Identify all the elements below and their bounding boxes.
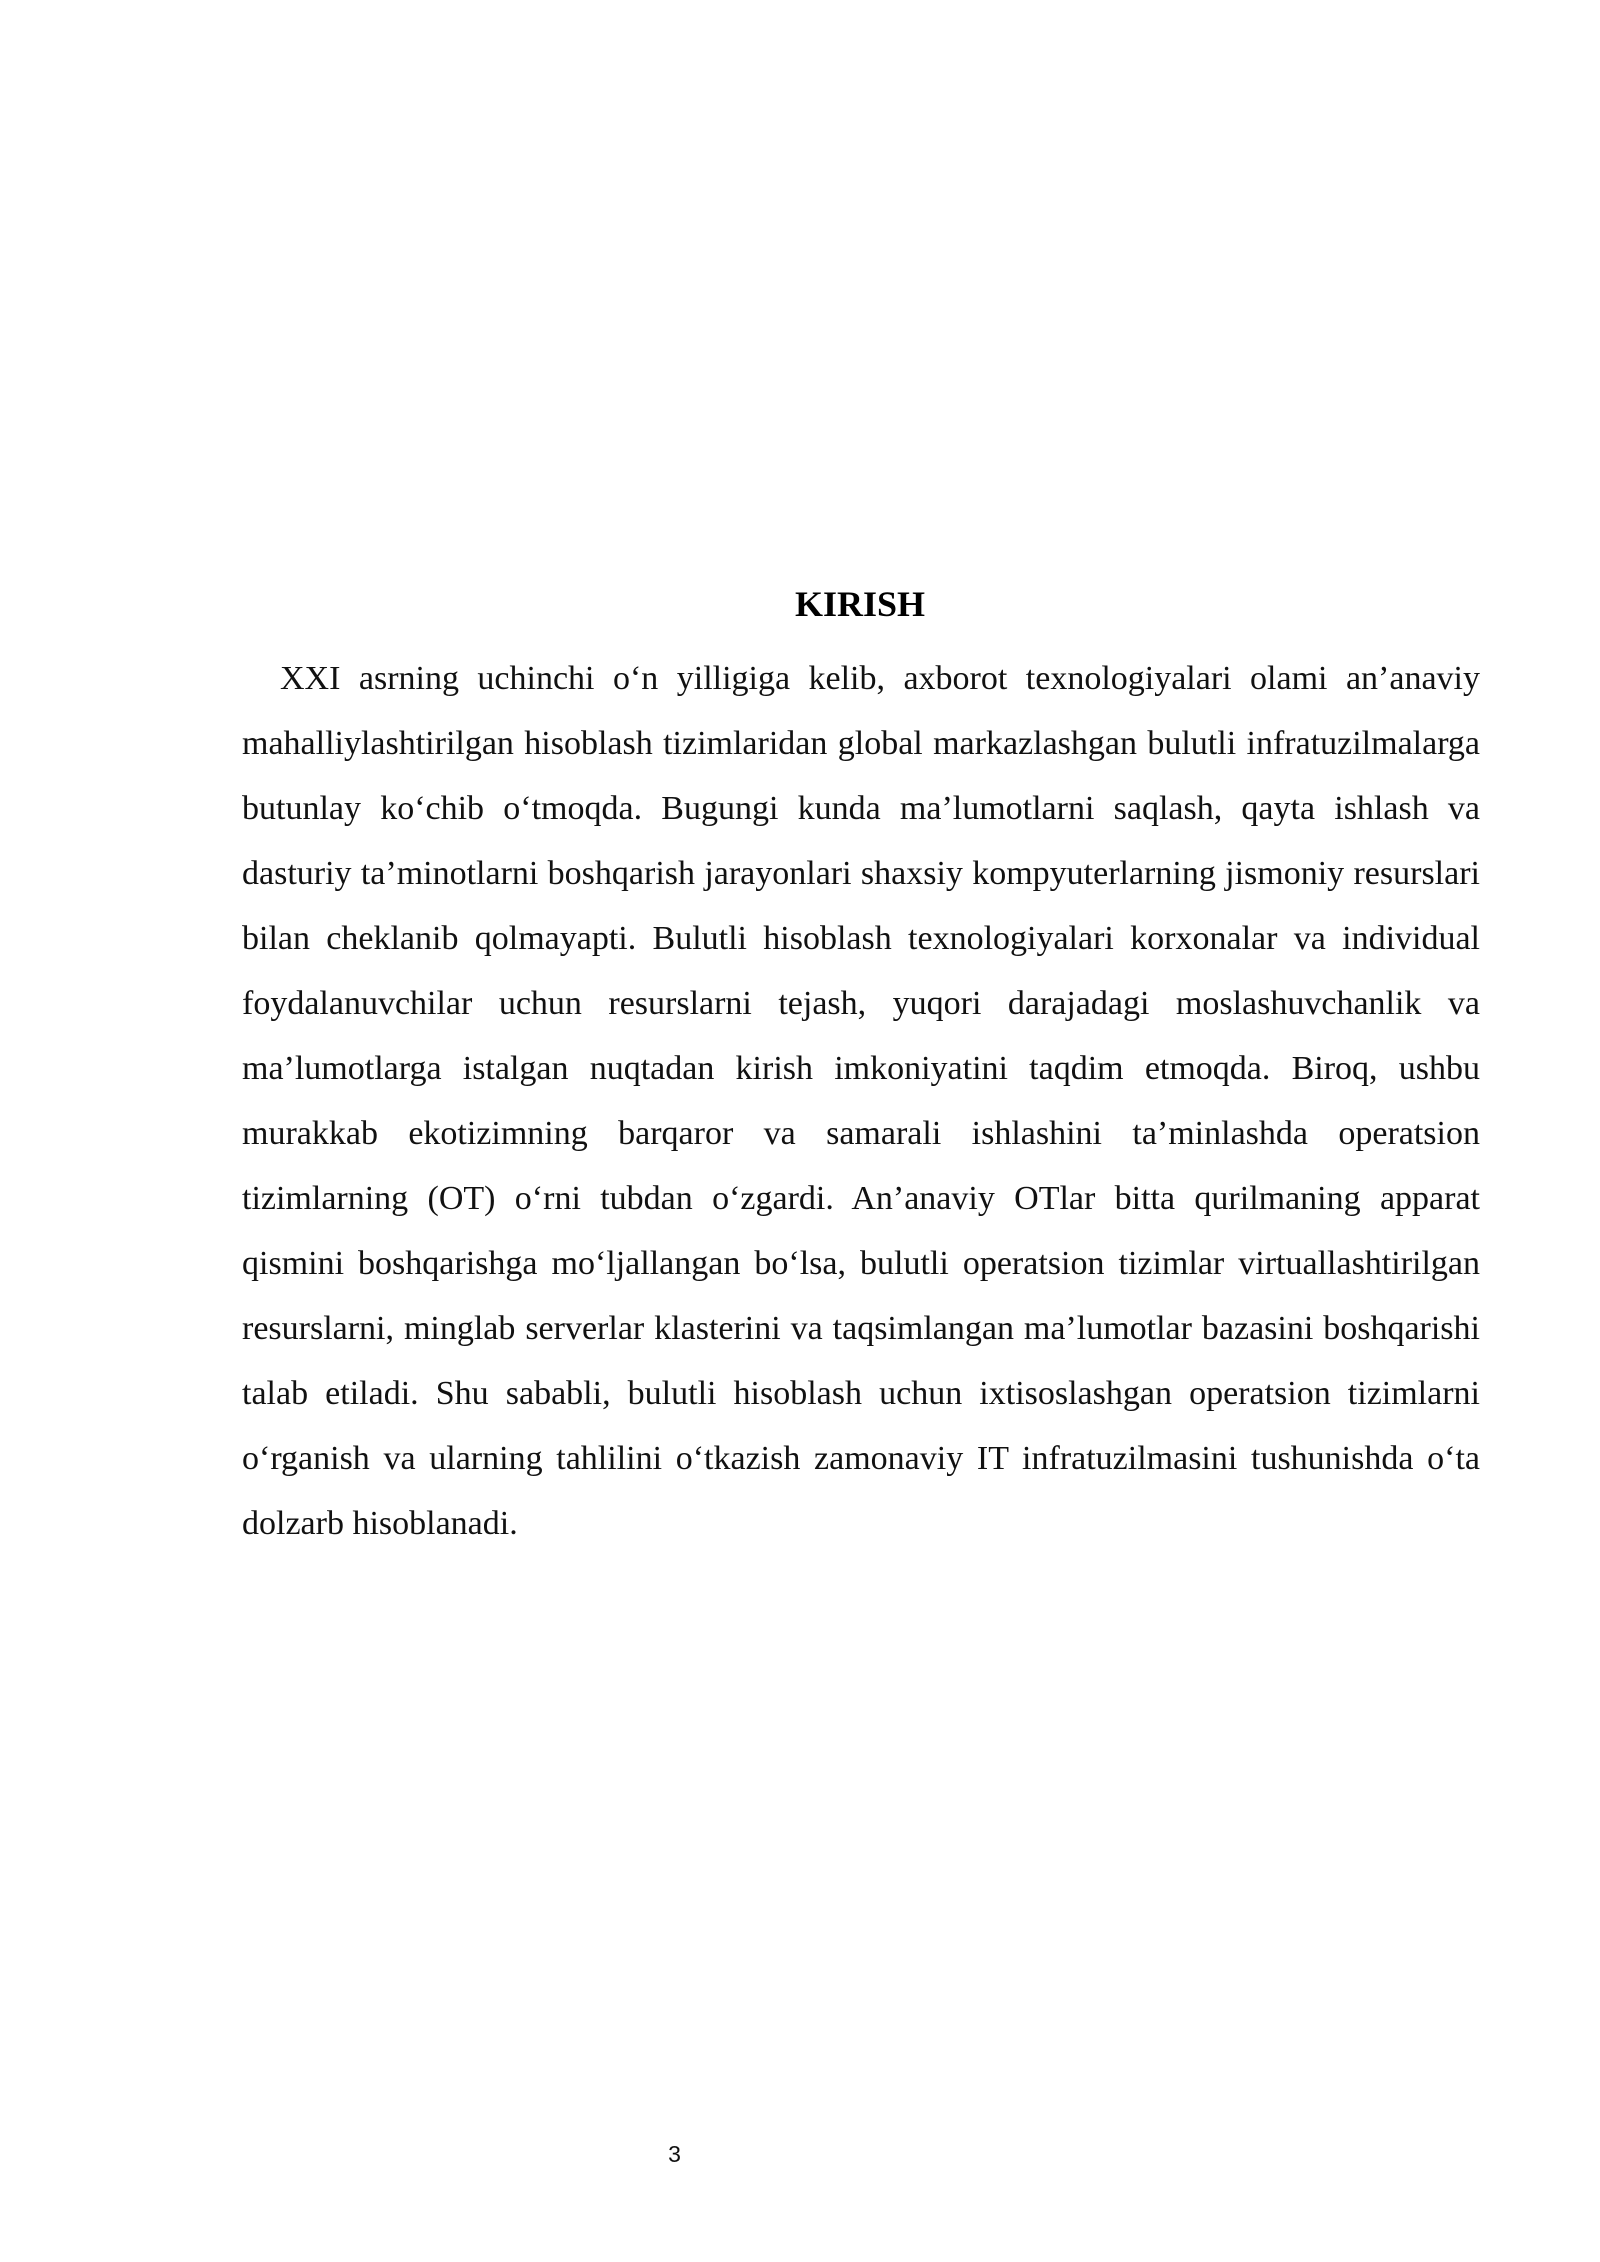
- page-number: 3: [668, 2141, 681, 2167]
- body-paragraph: XXI asrning uchinchi o‘n yilligiga kelib, axborot texnologiyalari olami an’anaviy mahalliylashtirilgan hisoblash tizimlaridan global markazlashgan bulutli infratuzilmalarga butunlay ko‘chib o‘tmoqda. Bugungi kunda ma’lumotlarni saqlash, qayta ishlash va dasturiy ta’minotlarni boshqarish jarayonlari shaxsiy kompyuterlarning jismoniy resurslari bilan cheklanib qolmayapti. Bulutli hisoblash texnologiyalari korxonalar va individual foydalanuvchilar uchun resurslarni tejash, yuqori darajadagi moslashuvchanlik va ma’lumotlarga istalgan nuqtadan kirish imkoniyatini taqdim etmoqda. Biroq, ushbu murakkab ekotizimning barqaror va samarali ishlashini ta’minlashda operatsion tizimlarning (OT) o‘rni tubdan o‘zgardi. An’anaviy OTlar bitta qurilmaning apparat qismini boshqarishga mo‘ljallangan bo‘lsa, bulutli operatsion tizimlar virtuallashtirilgan resurslarni, minglab serverlar klasterini va taqsimlangan ma’lumotlar bazasini boshqarishi talab etiladi. Shu sababli, bulutli hisoblash uchun ixtisoslashgan operatsion tizimlarni o‘rganish va ularning tahlilini o‘tkazish zamonaviy IT infratuzilmasini tushunishda o‘ta dolzarb hisoblanadi.: [242, 660, 1480, 1542]
- section-heading: KIRISH: [794, 584, 926, 624]
